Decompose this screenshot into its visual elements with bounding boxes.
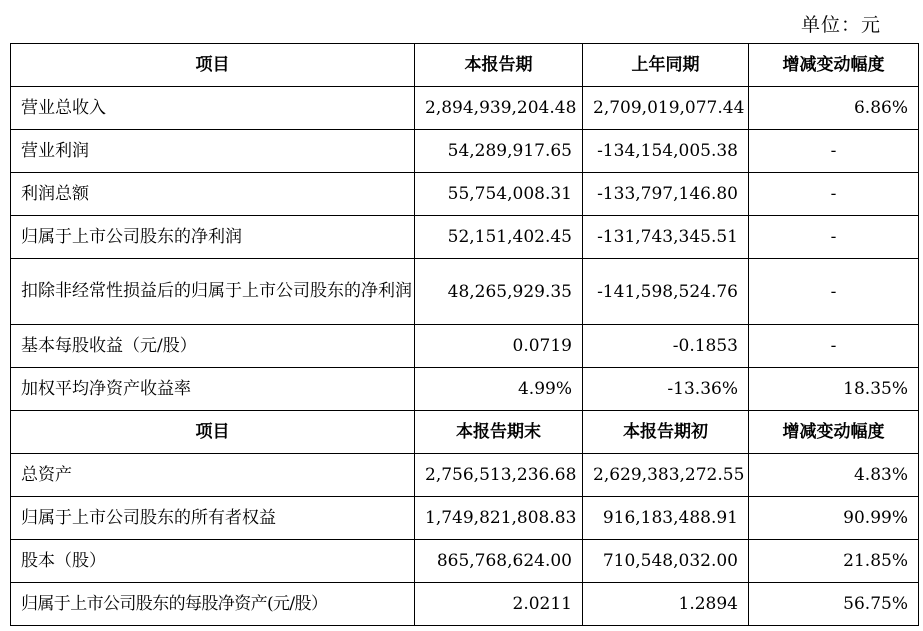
header-current-period: 本报告期 bbox=[415, 44, 583, 87]
prior-value: 2,709,019,077.44 bbox=[583, 87, 749, 130]
table-row bbox=[11, 368, 919, 411]
row-label: 利润总额 bbox=[11, 173, 415, 216]
current-value: 52,151,402.45 bbox=[415, 216, 583, 259]
header-item: 项目 bbox=[11, 411, 415, 454]
current-value: 48,265,929.35 bbox=[415, 259, 583, 325]
table-row bbox=[11, 216, 919, 259]
header-period-start: 本报告期初 bbox=[583, 411, 749, 454]
change-value: - bbox=[749, 259, 919, 325]
current-value: 2,894,939,204.48 bbox=[415, 87, 583, 130]
header-change-rate: 增减变动幅度 bbox=[749, 411, 919, 454]
table-row bbox=[11, 173, 919, 216]
row-label: 加权平均净资产收益率 bbox=[11, 368, 415, 411]
period-start-value: 916,183,488.91 bbox=[583, 497, 749, 540]
header-item: 项目 bbox=[11, 44, 415, 87]
financial-summary-table bbox=[10, 43, 919, 626]
row-label: 股本（股） bbox=[11, 540, 415, 583]
change-value: 18.35% bbox=[749, 368, 919, 411]
change-value: 56.75% bbox=[749, 583, 919, 626]
table-row bbox=[11, 325, 919, 368]
header-prior-period: 上年同期 bbox=[583, 44, 749, 87]
row-label: 营业总收入 bbox=[11, 87, 415, 130]
row-label: 归属于上市公司股东的所有者权益 bbox=[11, 497, 415, 540]
period-start-value: 2,629,383,272.55 bbox=[583, 454, 749, 497]
table-row bbox=[11, 454, 919, 497]
row-label: 归属于上市公司股东的净利润 bbox=[11, 216, 415, 259]
change-value: - bbox=[749, 173, 919, 216]
period-end-value: 865,768,624.00 bbox=[415, 540, 583, 583]
period-start-value: 1.2894 bbox=[583, 583, 749, 626]
prior-value: -13.36% bbox=[583, 368, 749, 411]
table-row bbox=[11, 583, 919, 626]
current-value: 54,289,917.65 bbox=[415, 130, 583, 173]
change-value: - bbox=[749, 325, 919, 368]
table-row bbox=[11, 87, 919, 130]
unit-label: 单位：元 bbox=[800, 14, 881, 36]
table-row bbox=[11, 497, 919, 540]
prior-value: -134,154,005.38 bbox=[583, 130, 749, 173]
change-value: - bbox=[749, 130, 919, 173]
prior-value: -0.1853 bbox=[583, 325, 749, 368]
prior-value: -141,598,524.76 bbox=[583, 259, 749, 325]
header-row-1 bbox=[11, 44, 919, 87]
header-row-2 bbox=[11, 411, 919, 454]
prior-value: -133,797,146.80 bbox=[583, 173, 749, 216]
change-value: 90.99% bbox=[749, 497, 919, 540]
table-row bbox=[11, 259, 919, 325]
period-end-value: 1,749,821,808.83 bbox=[415, 497, 583, 540]
period-end-value: 2,756,513,236.68 bbox=[415, 454, 583, 497]
period-start-value: 710,548,032.00 bbox=[583, 540, 749, 583]
table-row bbox=[11, 540, 919, 583]
period-end-value: 2.0211 bbox=[415, 583, 583, 626]
current-value: 55,754,008.31 bbox=[415, 173, 583, 216]
row-label: 扣除非经常性损益后的归属于上市公司股东的净利润 bbox=[11, 259, 415, 325]
change-value: 4.83% bbox=[749, 454, 919, 497]
row-label: 归属于上市公司股东的每股净资产(元/股） bbox=[11, 583, 415, 626]
header-change-rate: 增减变动幅度 bbox=[749, 44, 919, 87]
row-label: 总资产 bbox=[11, 454, 415, 497]
change-value: 21.85% bbox=[749, 540, 919, 583]
change-value: - bbox=[749, 216, 919, 259]
row-label: 营业利润 bbox=[11, 130, 415, 173]
current-value: 0.0719 bbox=[415, 325, 583, 368]
prior-value: -131,743,345.51 bbox=[583, 216, 749, 259]
current-value: 4.99% bbox=[415, 368, 583, 411]
table-row bbox=[11, 130, 919, 173]
row-label: 基本每股收益（元/股） bbox=[11, 325, 415, 368]
header-period-end: 本报告期末 bbox=[415, 411, 583, 454]
change-value: 6.86% bbox=[749, 87, 919, 130]
